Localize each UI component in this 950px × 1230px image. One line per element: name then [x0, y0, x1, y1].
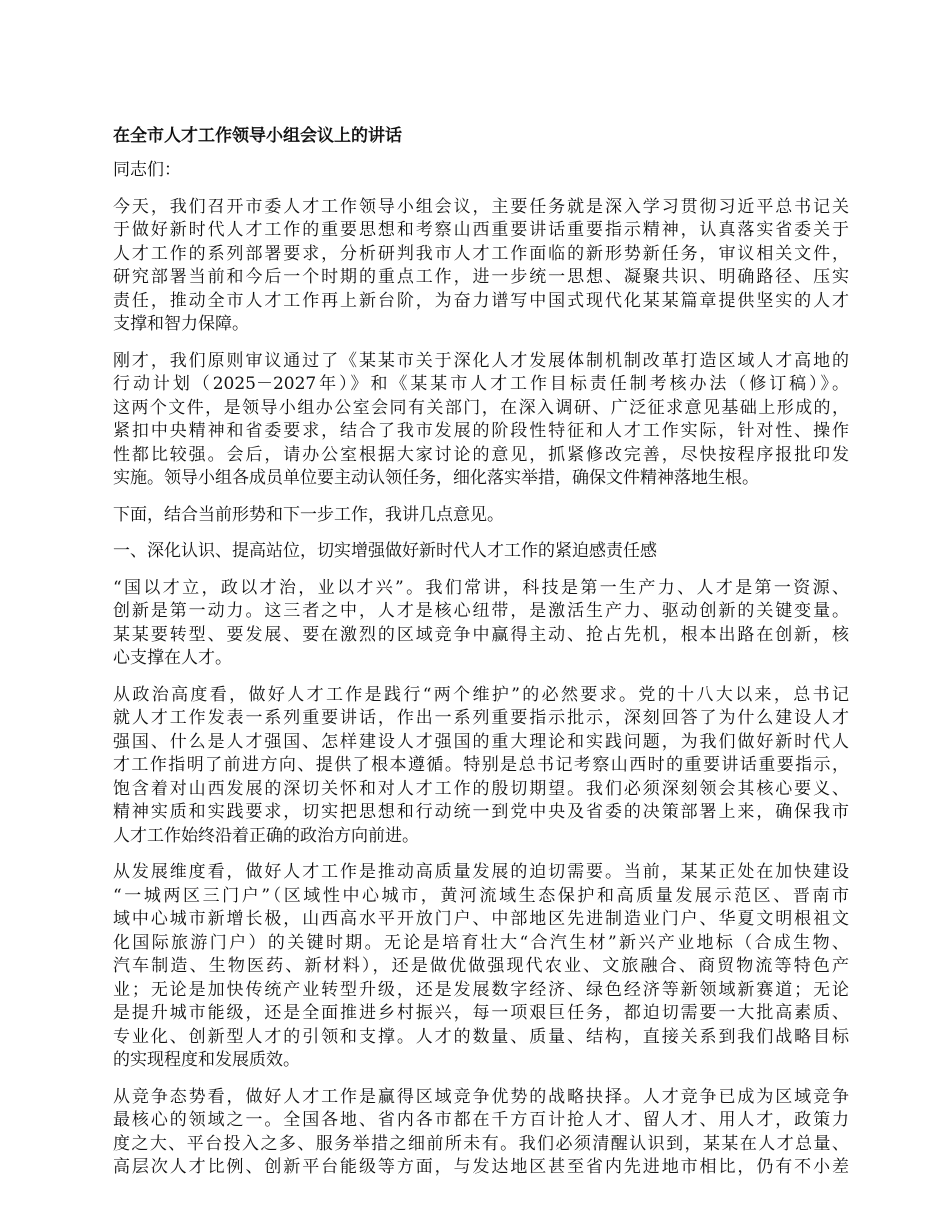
text-line: 业；无论是加快传统产业转型升级，还是发展数字经济、绿色经济等新领域新赛道；无论: [113, 979, 849, 1000]
text-line: 饱含着对山西发展的深切关怀和对人才工作的殷切期望。我们必须深刻领会其核心要义、: [113, 778, 849, 799]
text-line: “国以才立，政以才治，业以才兴”。我们常讲，科技是第一生产力、人才是第一资源、: [113, 577, 849, 598]
text-line: 就人才工作发表一系列重要讲话，作出一系列重要指示批示，深刻回答了为什么建设人才: [113, 708, 849, 728]
paragraph: [113, 350, 849, 491]
text-line: 的实现程度和发展质效。: [113, 1050, 300, 1070]
text-line: 从竞争态势看，做好人才工作是赢得区域竞争优势的战略抉择。人才竞争已成为区域竞争: [113, 1086, 849, 1107]
text-line: 性都比较强。会后，请办公室根据大家讨论的意见，抓紧修改完善，尽快按程序报批印发: [113, 444, 849, 465]
document-body: [113, 124, 849, 1193]
paragraph: [113, 861, 849, 1073]
text-line: 是提升城市能级，还是全面推进乡村振兴，每一项艰巨任务，都迫切需要一大批高素质、: [113, 1003, 849, 1023]
text-line: 某某要转型、要发展、要在激烈的区域竞争中赢得主动、抢占先机，根本出路在创新，核: [113, 624, 849, 645]
text-line: 精神实质和实践要求，切实把思想和行动统一到党中央及省委的决策部署上来，确保我市: [113, 802, 849, 822]
text-line: 紧扣中央精神和省委要求，结合了我市发展的阶段性特征和人才工作实际，针对性、操作: [113, 421, 849, 441]
text-line: 责任，推动全市人才工作再上新台阶，为奋力谱写中国式现代化某某篇章提供坚实的人才: [113, 290, 849, 311]
paragraph: [113, 1086, 849, 1180]
text-line: 高层次人才比例、创新平台能级等方面，与发达地区甚至省内先进地市相比，仍有不小差: [113, 1157, 849, 1177]
text-line: 化国际旅游门户）的关键时期。无论是培育壮大“合汽生材”新兴产业地标（合成生物、: [113, 932, 849, 953]
paragraph: [113, 684, 849, 849]
text-line: “一城两区三门户”（区域性中心城市，黄河流域生态保护和高质量发展示范区、晋南市: [113, 885, 849, 906]
text-line: 专业化、创新型人才的引领和支撑。人才的数量、质量、结构，直接关系到我们战略目标: [113, 1026, 849, 1047]
text-line: 从政治高度看，做好人才工作是践行“两个维护”的必然要求。党的十八大以来，总书记: [113, 684, 849, 705]
document-title: 在全市人才工作领导小组会议上的讲话: [113, 126, 402, 146]
salutation: [113, 159, 849, 183]
text-line: 心支撑在人才。: [113, 648, 232, 668]
paragraph: [113, 540, 849, 564]
text-line: 人才工作始终沿着正确的政治方向前进。: [113, 825, 419, 846]
text-line: 研究部署当前和今后一个时期的重点工作，进一步统一思想、凝聚共识、明确路径、压实: [113, 267, 849, 287]
text-line: 支撑和智力保障。: [113, 314, 249, 334]
paragraph: [113, 504, 849, 528]
text-line: 实施。领导小组各成员单位要主动认领任务，细化落实举措，确保文件精神落地生根。: [113, 468, 759, 488]
text-line: 刚才，我们原则审议通过了《某某市关于深化人才发展体制机制改革打造区域人才高地的: [113, 350, 849, 371]
text-line: 下面，结合当前形势和下一步工作，我讲几点意见。: [113, 504, 504, 525]
text-line: 最核心的领域之一。全国各地、省内各市都在千方百计抢人才、留人才、用人才，政策力: [113, 1110, 849, 1130]
text-line: 才工作指明了前进方向、提供了根本遵循。特别是总书记考察山西时的重要讲话重要指示，: [113, 755, 849, 775]
text-line: 行动计划（2025－2027年）》和《某某市人才工作目标责任制考核办法（修订稿）》。: [113, 374, 849, 394]
text-line: 域中心城市新增长极，山西高水平开放门户、中部地区先进制造业门户、华夏文明根祖文: [113, 909, 849, 929]
paragraphs: [113, 159, 849, 1180]
text-line: 这两个文件，是领导小组办公室会同有关部门，在深入调研、广泛征求意见基础上形成的，: [113, 397, 849, 418]
text-line: 创新是第一动力。这三者之中，人才是核心纽带，是激活生产力、驱动创新的关键变量。: [113, 601, 849, 621]
text-line: 于做好新时代人才工作的重要思想和考察山西重要讲话重要指示精神，认真落实省委关于: [113, 220, 849, 240]
text-line: 强国、什么是人才强国、怎样建设人才强国的重大理论和实践问题，为我们做好新时代人: [113, 731, 849, 752]
paragraph: [113, 196, 849, 337]
text-line: 同志们：: [113, 160, 181, 180]
text-line: 人才工作的系列部署要求，分析研判我市人才工作面临的新形势新任务，审议相关文件，: [113, 243, 849, 264]
text-line: 一、深化认识、提高站位，切实增强做好新时代人才工作的紧迫感责任感: [113, 541, 657, 561]
paragraph: [113, 577, 849, 671]
text-line: 今天，我们召开市委人才工作领导小组会议，主要任务就是深入学习贯彻习近平总书记关: [113, 196, 849, 217]
text-line: 度之大、平台投入之多、服务举措之细前所未有。我们必须清醒认识到，某某在人才总量、: [113, 1133, 849, 1154]
text-line: 从发展维度看，做好人才工作是推动高质量发展的迫切需要。当前，某某正处在加快建设: [113, 862, 849, 882]
text-line: 汽车制造、生物医药、新材料），还是做优做强现代农业、文旅融合、商贸物流等特色产: [113, 956, 849, 976]
